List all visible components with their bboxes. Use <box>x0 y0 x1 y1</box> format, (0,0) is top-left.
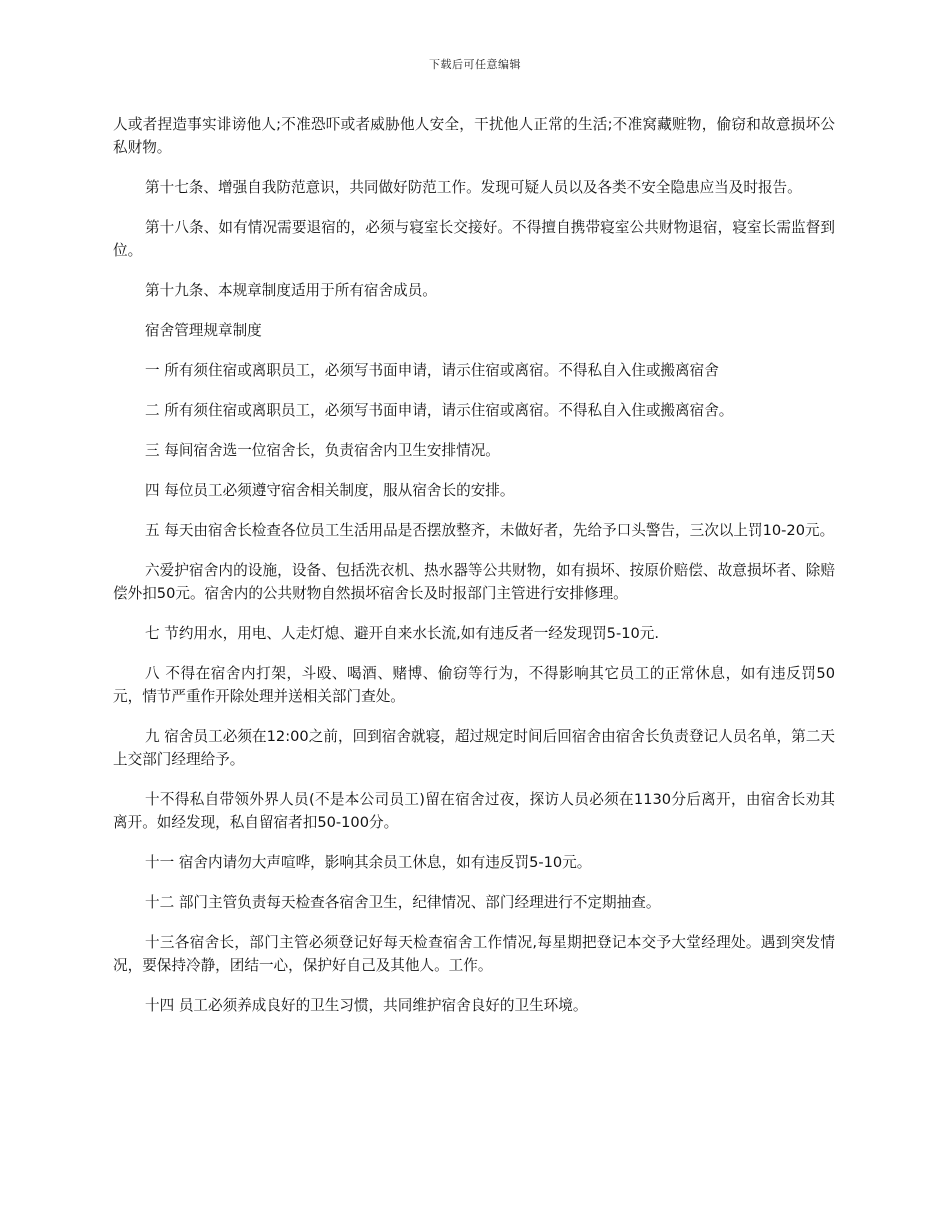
paragraph: 七 节约用水，用电、人走灯熄、避开自来水长流,如有违反者一经发现罚5-10元. <box>145 625 660 642</box>
paragraph: 十不得私自带领外界人员(不是本公司员工)留在宿舍过夜，探访人员必须在1130分后离开，由宿舍长劝其离开。如经发现，私自留宿者扣50-100分。 <box>113 791 835 831</box>
document-body <box>113 113 835 1034</box>
paragraph: 人或者捏造事实诽谤他人;不准恐吓或者威胁他人安全，干扰他人正常的生活;不准窝藏赃物，偷窃和故意损坏公私财物。 <box>113 116 835 156</box>
paragraph: 三 每间宿舍选一位宿舍长，负责宿舍内卫生安排情况。 <box>145 442 500 459</box>
paragraph: 十一 宿舍内请勿大声喧哗，影响其余员工休息，如有违反罚5-10元。 <box>145 854 592 871</box>
paragraph: 五 每天由宿舍长检查各位员工生活用品是否摆放整齐，未做好者，先给予口头警告，三次以上罚10-20元。 <box>145 522 835 539</box>
paragraph: 九 宿舍员工必须在12:00之前，回到宿舍就寝，超过规定时间后回宿舍由宿舍长负责登记人员名单，第二天上交部门经理给予。 <box>113 728 835 768</box>
section-heading: 宿舍管理规章制度 <box>145 322 262 339</box>
paragraph: 八 不得在宿舍内打架，斗殴、喝酒、赌博、偷窃等行为，不得影响其它员工的正常休息，如有违反罚50元，情节严重作开除处理并送相关部门查处。 <box>113 665 835 705</box>
paragraph: 十四 员工必须养成良好的卫生习惯，共同维护宿舍良好的卫生环境。 <box>145 997 588 1014</box>
paragraph: 第十七条、增强自我防范意识，共同做好防范工作。发现可疑人员以及各类不安全隐患应当及时报告。 <box>145 179 802 196</box>
page-header-note: 下载后可任意编辑 <box>429 58 521 71</box>
paragraph: 第十九条、本规章制度适用于所有宿舍成员。 <box>145 282 437 299</box>
paragraph: 第十八条、如有情况需要退宿的，必须与寝室长交接好。不得擅自携带寝室公共财物退宿，寝室长需监督到位。 <box>113 219 835 259</box>
paragraph: 十三各宿舍长，部门主管必须登记好每天检查宿舍工作情况,每星期把登记本交予大堂经理处。遇到突发情况，要保持冷静，团结一心，保护好自己及其他人。工作。 <box>113 934 835 974</box>
paragraph: 一 所有须住宿或离职员工，必须写书面申请，请示住宿或离宿。不得私自入住或搬离宿舍 <box>145 362 719 379</box>
paragraph: 六爱护宿舍内的设施，设备、包括洗衣机、热水器等公共财物，如有损坏、按原价赔偿、故意损坏者、除赔偿外扣50元。宿舍内的公共财物自然损坏宿舍长及时报部门主管进行安排修理。 <box>113 562 835 602</box>
paragraph: 二 所有须住宿或离职员工，必须写书面申请，请示住宿或离宿。不得私自入住或搬离宿舍。 <box>145 402 734 419</box>
paragraph: 十二 部门主管负责每天检查各宿舍卫生，纪律情况、部门经理进行不定期抽查。 <box>145 894 661 911</box>
paragraph: 四 每位员工必须遵守宿舍相关制度，服从宿舍长的安排。 <box>145 482 515 499</box>
